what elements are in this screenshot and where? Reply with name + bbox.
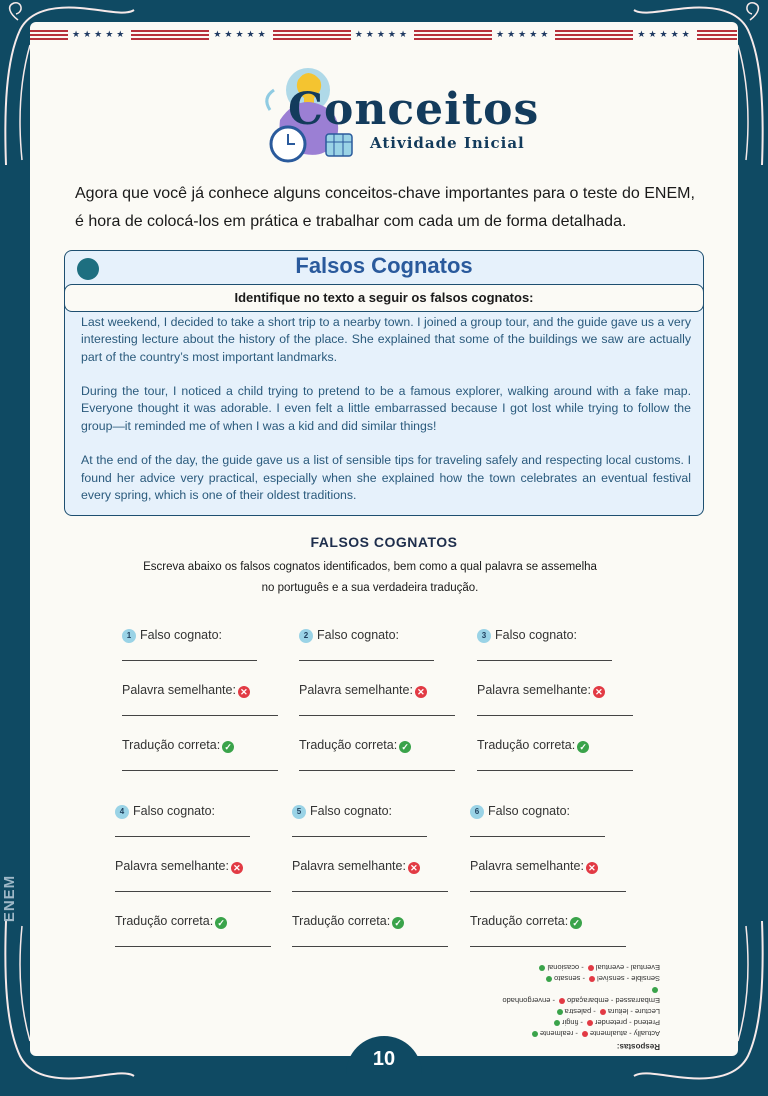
check-icon: [554, 1020, 560, 1026]
cognate-label-text: Falso cognato:: [133, 804, 215, 818]
similar-label: [470, 859, 598, 874]
check-icon: ✓: [392, 917, 404, 929]
cognate-answer-line[interactable]: [115, 836, 250, 837]
similar-answer-line[interactable]: [299, 715, 455, 716]
cognate-answer-line[interactable]: [470, 836, 605, 837]
answer-row: [500, 962, 660, 973]
answer-false-pair: Lecture - leitura: [607, 1007, 660, 1016]
answer-correct: sensato: [554, 974, 581, 983]
wrong-icon: ✕: [238, 686, 250, 698]
cognate-label-text: Falso cognato:: [488, 804, 570, 818]
similar-label-text: Palavra semelhante:: [299, 683, 413, 697]
translation-answer-line[interactable]: [292, 946, 448, 947]
answer-row: [500, 984, 660, 1006]
translation-label: [299, 738, 411, 753]
separator: -: [591, 1007, 598, 1016]
page-subtitle: Atividade Inicial: [370, 134, 525, 152]
translation-label: [115, 914, 227, 929]
answer-correct: fingir: [562, 1018, 579, 1027]
item-number: 6: [470, 805, 484, 819]
stripes: [414, 30, 492, 40]
cognate-label-text: Falso cognato:: [140, 628, 222, 642]
answers-list: [500, 962, 660, 1039]
translation-label: [122, 738, 234, 753]
stars: ★★★★★: [354, 30, 411, 40]
translation-label: [477, 738, 589, 753]
separator: -: [579, 963, 586, 972]
translation-answer-line[interactable]: [470, 946, 626, 947]
similar-label-text: Palavra semelhante:: [292, 859, 406, 873]
box-text: [81, 314, 691, 504]
wrong-icon: [582, 1031, 588, 1037]
check-icon: ✓: [570, 917, 582, 929]
wrong-icon: [600, 1009, 606, 1015]
translation-label-text: Tradução correta:: [299, 738, 398, 752]
paragraph: Last weekend, I decided to take a short trip to a nearby town. I joined a group tour, and the guide gave us a very interesting lecture about the history of the place. She explained that some of the buildings we saw are actually part of the country’s most important landmarks.: [81, 315, 691, 364]
wrong-icon: ✕: [415, 686, 427, 698]
wrong-icon: ✕: [586, 862, 598, 874]
answer-row: [500, 1006, 660, 1017]
translation-answer-line[interactable]: [477, 770, 633, 771]
page-title: Conceitos: [288, 84, 540, 135]
check-icon: [532, 1031, 538, 1037]
paragraph: During the tour, I noticed a child trying to pretend to be a famous explorer, walking around with a fake map. Everyone thought it was adorable. I even felt a little embarrassed because I got lost while trying to follow the group—it reminded me of when I was a kid and did similar things!: [81, 384, 691, 433]
exercise-description: Escreva abaixo os falsos cognatos identificados, bem como a qual palavra se assemelha no português e a sua verdadeira tradução.: [143, 561, 597, 594]
translation-label: [292, 914, 404, 929]
answer-correct: realmente: [539, 1029, 574, 1038]
separator: -: [580, 974, 588, 983]
similar-label: [122, 683, 250, 698]
translation-label-text: Tradução correta:: [292, 914, 391, 928]
translation-label-text: Tradução correta:: [477, 738, 576, 752]
check-icon: ✓: [222, 741, 234, 753]
page-number-tab: [346, 1036, 422, 1096]
cognate-answer-line[interactable]: [477, 660, 612, 661]
item-number: 3: [477, 629, 491, 643]
cognate-label: [477, 628, 577, 643]
stripes: [131, 30, 209, 40]
similar-answer-line[interactable]: [292, 891, 448, 892]
translation-answer-line[interactable]: [122, 770, 278, 771]
paragraph: At the end of the day, the guide gave us a list of sensible tips for traveling safely and respecting local customs. I found her advice very practical, especially when she explained how the town celebrates an eventual festival every spring, which is one of their oldest traditions.: [81, 453, 691, 502]
wrong-icon: ✕: [231, 862, 243, 874]
wrong-icon: [589, 976, 595, 982]
item-number: 4: [115, 805, 129, 819]
answer-correct: palestra: [564, 1007, 592, 1016]
answer-false-pair: Actually - atualmente: [589, 1029, 660, 1038]
page-number: 10: [372, 1048, 396, 1070]
check-icon: ✓: [577, 741, 589, 753]
similar-label-text: Palavra semelhante:: [122, 683, 236, 697]
flag-strip: [30, 28, 738, 42]
translation-label-text: Tradução correta:: [115, 914, 214, 928]
similar-label-text: Palavra semelhante:: [477, 683, 591, 697]
answer-correct: ocasional: [547, 963, 580, 972]
stars: ★★★★★: [496, 30, 552, 40]
stars: ★★★★★: [637, 30, 693, 40]
cognate-answer-line[interactable]: [122, 660, 257, 661]
answer-false-pair: Embarrassed - embaraçado: [567, 996, 660, 1005]
wrong-icon: ✕: [593, 686, 605, 698]
stars: ★★★★★: [72, 30, 128, 40]
cognate-label-text: Falso cognato:: [495, 628, 577, 642]
cognate-answer-line[interactable]: [299, 660, 434, 661]
box-title: Falsos Cognatos: [295, 253, 473, 278]
box-instruction: Identifique no texto a seguir os falsos cognatos:: [64, 284, 704, 312]
side-label-text: ENEM: [1, 874, 19, 923]
similar-answer-line[interactable]: [477, 715, 633, 716]
wrong-icon: [559, 998, 565, 1004]
separator: -: [573, 1029, 580, 1038]
similar-answer-line[interactable]: [122, 715, 278, 716]
check-icon: [557, 1009, 563, 1015]
similar-answer-line[interactable]: [115, 891, 271, 892]
translation-answer-line[interactable]: [115, 946, 271, 947]
item-number: 2: [299, 629, 313, 643]
cognate-label: [292, 804, 392, 819]
similar-label: [477, 683, 605, 698]
stripes: [697, 30, 737, 40]
check-icon: ✓: [399, 741, 411, 753]
answer-false-pair: Sensible - sensível: [597, 974, 660, 983]
cognate-label-text: Falso cognato:: [310, 804, 392, 818]
answer-false-pair: Eventual - eventual: [595, 963, 660, 972]
check-icon: [539, 965, 545, 971]
intro-text: Agora que você já conhece alguns conceitos-chave importantes para o teste do ENEM, é hora de colocá-los em prática e trabalhar com cada um de forma detalhada.: [75, 185, 695, 230]
translation-label: [470, 914, 582, 929]
page-sheet: [30, 22, 738, 1070]
answer-row: [500, 1017, 660, 1028]
side-label: [1, 870, 28, 930]
similar-label: [299, 683, 427, 698]
separator: -: [578, 1018, 585, 1027]
answer-row: [500, 1028, 660, 1039]
similar-label: [115, 859, 243, 874]
item-number: 5: [292, 805, 306, 819]
cognate-label: [470, 804, 570, 819]
cognate-label: [115, 804, 215, 819]
answers-key: [500, 962, 660, 1052]
check-icon: [546, 976, 552, 982]
cognate-label: [122, 628, 222, 643]
item-number: 1: [122, 629, 136, 643]
exercise-title: FALSOS COGNATOS: [310, 534, 458, 550]
check-icon: ✓: [215, 917, 227, 929]
similar-label-text: Palavra semelhante:: [470, 859, 584, 873]
cognate-answer-line[interactable]: [292, 836, 427, 837]
wrong-icon: [588, 965, 594, 971]
text-box: [64, 250, 704, 516]
answer-correct: envergonhado: [502, 996, 551, 1005]
translation-label-text: Tradução correta:: [470, 914, 569, 928]
translation-label-text: Tradução correta:: [122, 738, 221, 752]
cognate-label: [299, 628, 399, 643]
similar-label-text: Palavra semelhante:: [115, 859, 229, 873]
cognate-label-text: Falso cognato:: [317, 628, 399, 642]
wrong-icon: [587, 1020, 593, 1026]
answer-false-pair: Pretend - pretender: [594, 1018, 660, 1027]
answers-heading: Respostas:: [616, 1042, 660, 1051]
stripes: [30, 30, 68, 40]
stripes: [273, 30, 351, 40]
similar-answer-line[interactable]: [470, 891, 626, 892]
stripes: [555, 30, 633, 40]
separator: -: [550, 996, 558, 1005]
check-icon: [652, 987, 658, 993]
answer-row: [500, 973, 660, 984]
stars: ★★★★★: [213, 30, 269, 40]
wrong-icon: ✕: [408, 862, 420, 874]
similar-label: [292, 859, 420, 874]
translation-answer-line[interactable]: [299, 770, 455, 771]
